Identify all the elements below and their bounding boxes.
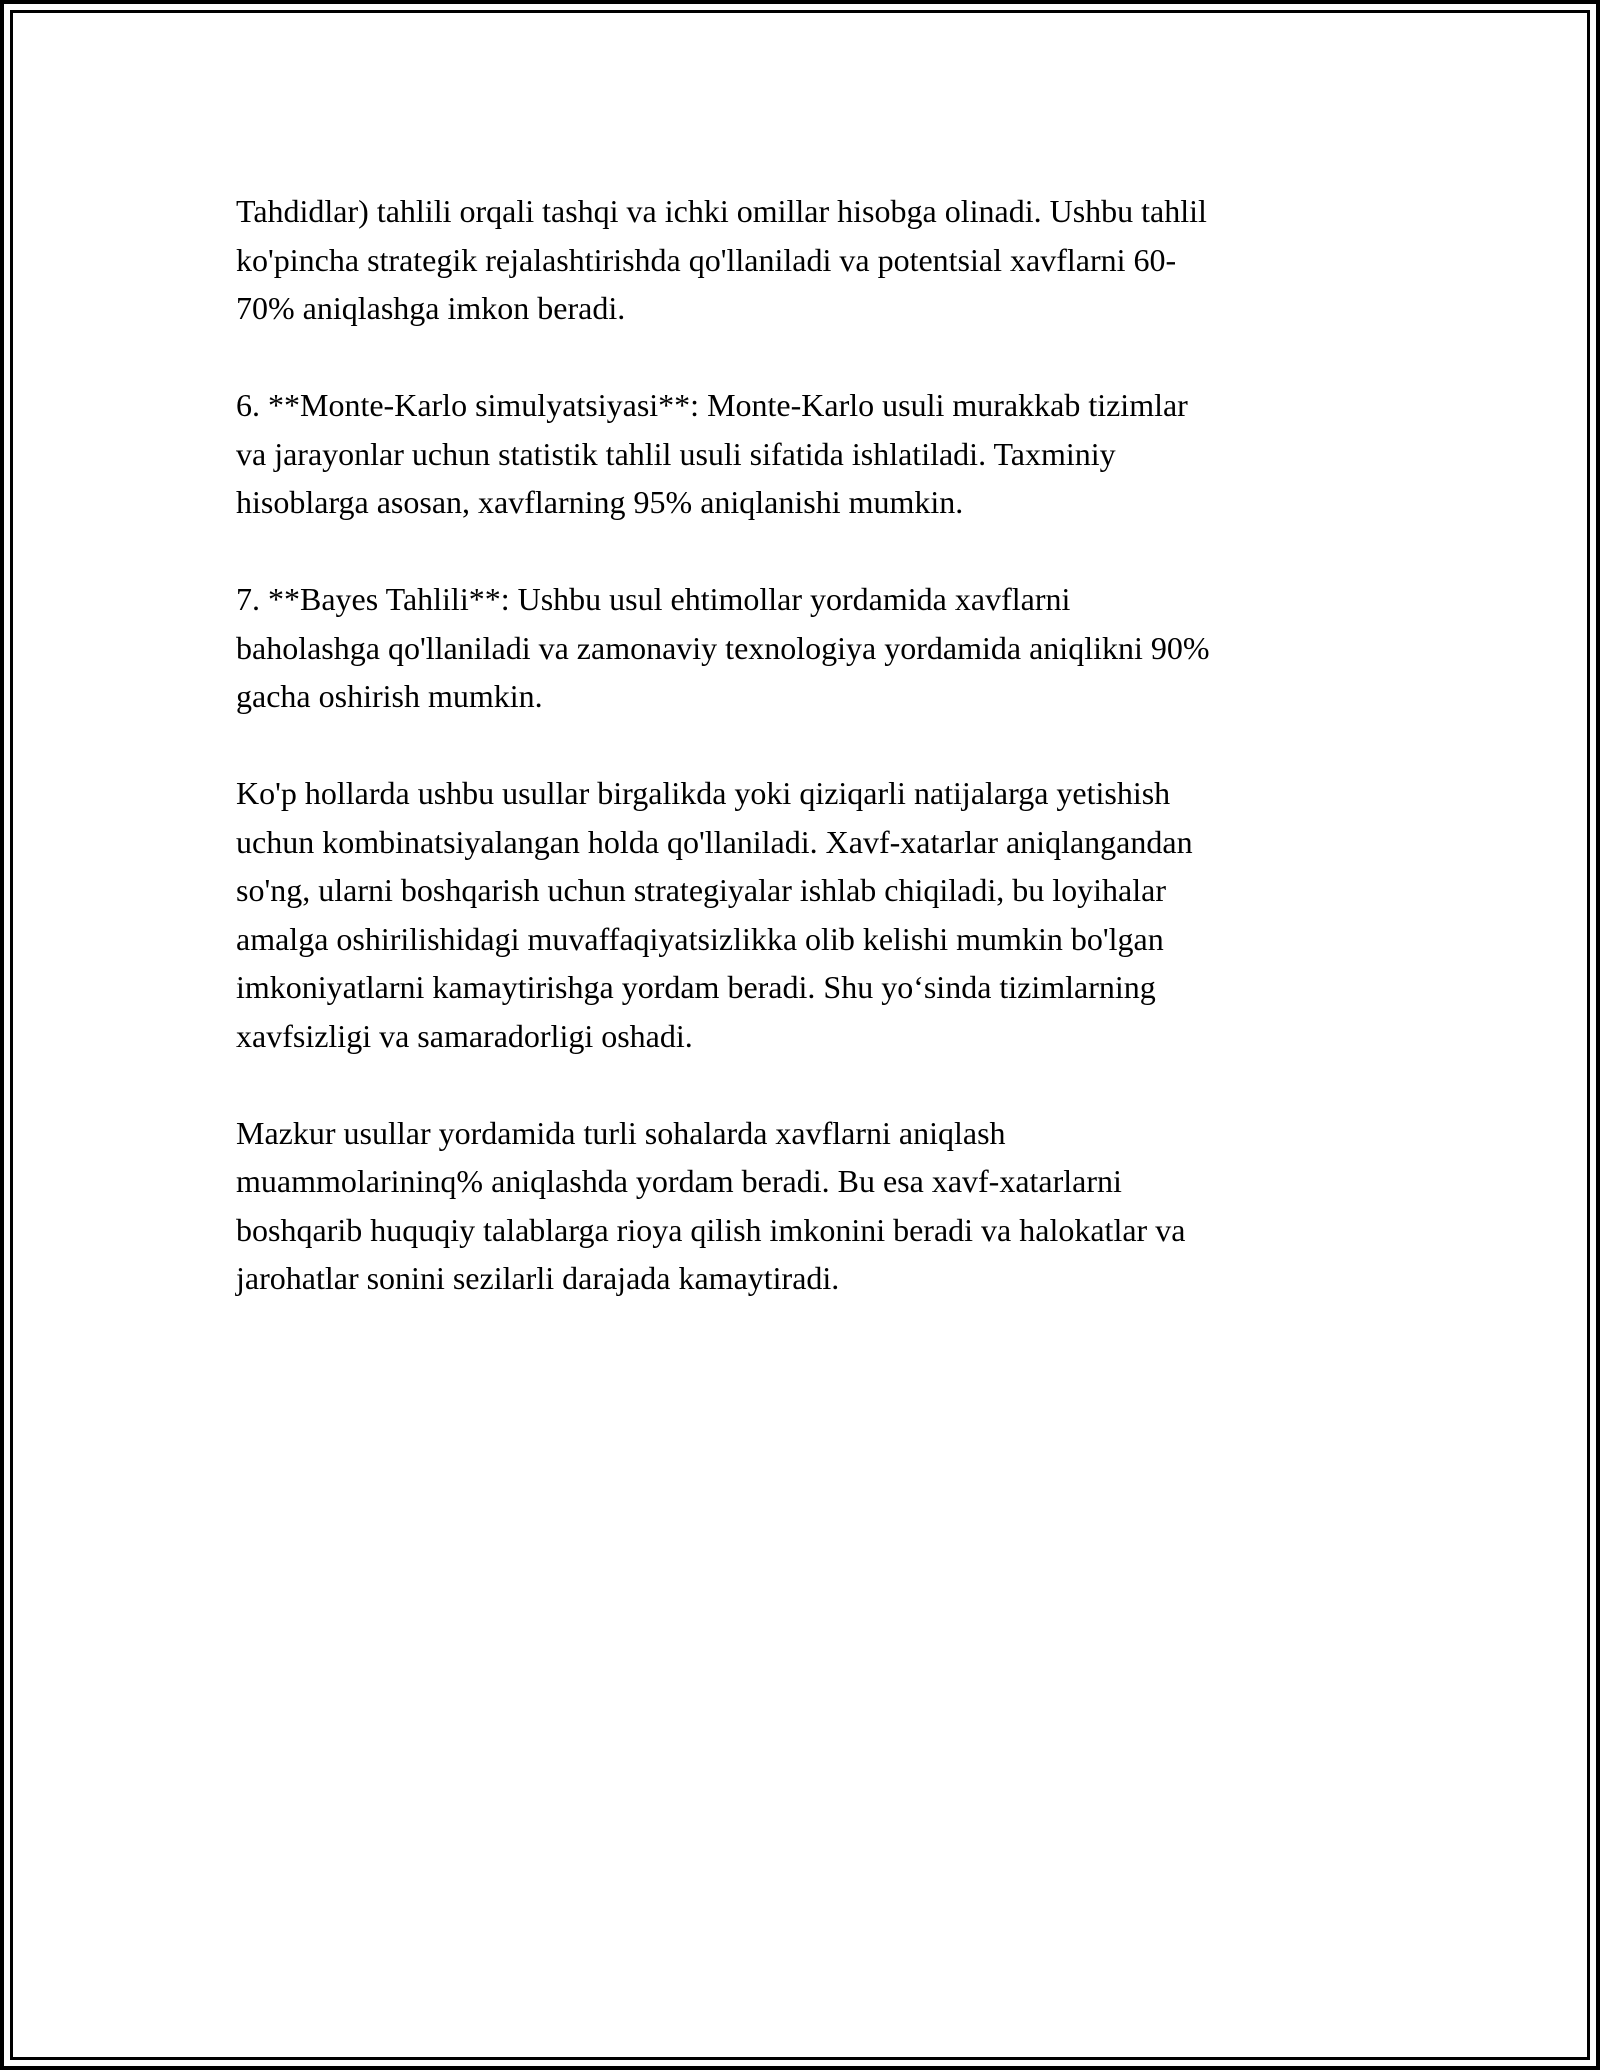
paragraph-monte-karlo: 6. **Monte-Karlo simulyatsiyasi**: Monte-Karlo usuli murakkab tizimlar va jarayonlar uchun statistik tahlil usuli sifatida ishlatiladi. Taxminiy hisoblarga asosan, xavflarning 95% aniqlanishi mumkin. xyxy=(236,387,1188,520)
paragraph-swot-continuation: Tahdidlar) tahlili orqali tashqi va ichki omillar hisobga olinadi. Ushbu tahlil ko'pincha strategik rejalashtirishda qo'llaniladi va potentsial xavflarni 60- 70% aniqlashga imkon beradi. xyxy=(236,193,1207,326)
paragraph-combination: Ko'p hollarda ushbu usullar birgalikda yoki qiziqarli natijalarga yetishish uchun kombinatsiyalangan holda qo'llaniladi. Xavf-xatarlar aniqlangandan so'ng, ularni boshqarish uchun strategiyalar ishlab chiqiladi, bu loyihalar amalga oshirilishidagi muvaffaqiyatsizlikka olib kelishi mumkin bo'lgan imkoniyatlarni kamaytirishga yordam beradi. Shu yo‘sinda tizimlarning xavfsizligi va samaradorligi oshadi. xyxy=(236,775,1193,1054)
paragraph-bayes: 7. **Bayes Tahlili**: Ushbu usul ehtimollar yordamida xavflarni baholashga qo'llaniladi va zamonaviy texnologiya yordamida aniqlikni 90% gacha oshirish mumkin. xyxy=(236,581,1210,714)
paragraph-conclusion: Mazkur usullar yordamida turli sohalarda xavflarni aniqlash muammolarininq% aniqlashda yordam beradi. Bu esa xavf-xatarlarni boshqarib huquqiy talablarga rioya qilish imkonini beradi va halokatlar va jarohatlar sonini sezilarli darajada kamaytiradi. xyxy=(236,1114,1186,1296)
document-body xyxy=(236,187,1366,1351)
